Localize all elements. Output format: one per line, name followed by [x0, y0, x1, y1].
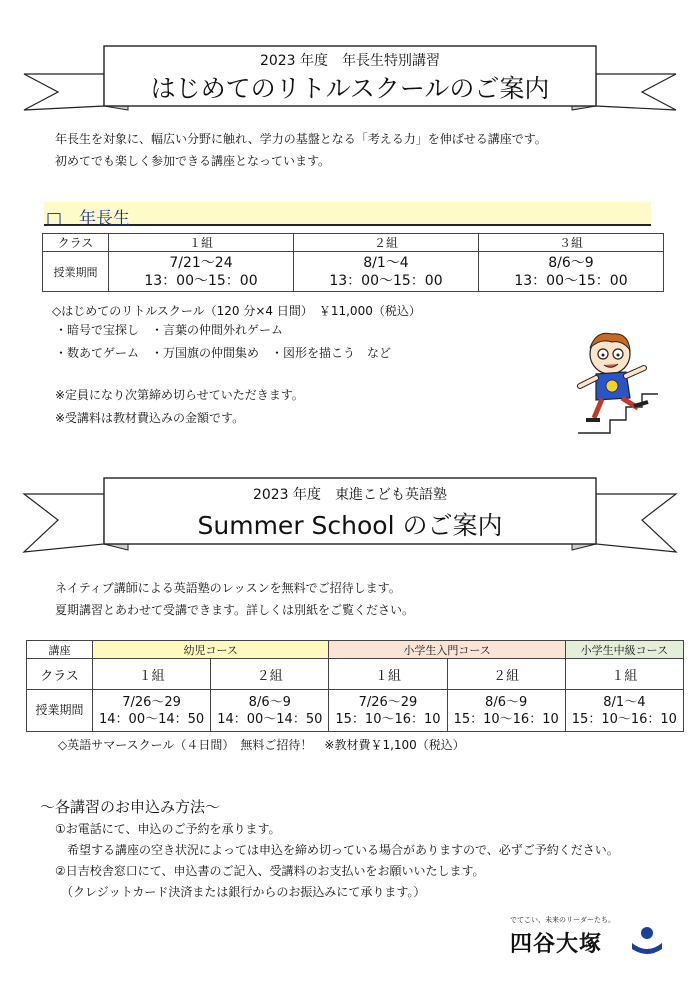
list-item: ②日吉校舎窓口にて、申込書のご記入、受講料のお支払いをお願いいたします。	[55, 864, 485, 878]
course-header-kids: 幼児コース	[93, 641, 329, 659]
note-item: ※定員になり次第締め切らせていただきます。	[55, 388, 304, 402]
course-header-elementary-intro: 小学生入門コース	[329, 641, 565, 659]
row-label: クラス	[27, 659, 93, 690]
period-cell: 8/6～9 14：00～14：50	[211, 690, 329, 732]
row-label: 授業期間	[43, 252, 109, 292]
period-cell: 8/1～4 13：00～15：00	[294, 252, 479, 292]
period-cell: 8/6～9 13：00～15：00	[479, 252, 664, 292]
ribbon-banner-2	[0, 474, 700, 560]
list-item: 希望する講座の空き状況によっては申込を締め切っている場合がありますので、必ずご予約ください。	[55, 843, 619, 857]
header-cell: ２組	[294, 234, 479, 252]
intro-text-2: ネイティブ講師による英語塾のレッスンを無料でご招待します。 夏期講習とあわせて受講できます。詳しくは別紙をご覧ください。	[55, 581, 415, 617]
period-cell: 8/6～9 15：10～16：10	[447, 690, 565, 732]
activity-list	[55, 319, 391, 365]
course-price-line: ◇英語サマースクール（４日間） 無料ご招待！ ※教材費￥1,100（税込）	[58, 738, 465, 752]
section-heading-label: □ 年長生	[46, 209, 131, 229]
ribbon-title: Summer School のご案内	[197, 511, 503, 540]
note-item: ※受講料は教材費込みの金額です。	[55, 411, 245, 425]
ribbon-banner-1	[0, 38, 700, 118]
logo-name: 四谷大塚	[510, 932, 603, 957]
class-cell: １組	[565, 659, 683, 690]
intro-text-1: 年長生を対象に、幅広い分野に触れ、学力の基盤となる「考える力」を伸ばせる講座です。 初めてでも楽しく参加できる講座となっています。	[55, 132, 547, 168]
logo-mark-icon	[630, 925, 664, 955]
logo-tagline: でてこい、未来のリーダーたち。	[510, 916, 615, 924]
class-cell: ２組	[447, 659, 565, 690]
list-item: （クレジットカード決済または銀行からのお振込みにて承ります。）	[55, 885, 426, 899]
class-cell: １組	[329, 659, 447, 690]
kindergarten-schedule-table	[42, 233, 664, 292]
period-cell: 7/26～29 15：10～16：10	[329, 690, 447, 732]
table-row	[43, 252, 664, 292]
header-cell: ３組	[479, 234, 664, 252]
application-steps	[55, 819, 619, 903]
row-label: 授業期間	[27, 690, 93, 732]
ribbon-title: はじめてのリトルスクールのご案内	[150, 74, 550, 103]
notes	[55, 384, 304, 430]
period-cell: 7/26～29 14：00～14：50	[93, 690, 211, 732]
class-cell: ２組	[211, 659, 329, 690]
list-item: ・暗号で宝探し ・言葉の仲間外れゲーム	[55, 323, 284, 337]
list-item: ①お電話にて、申込のご予約を承ります。	[55, 822, 281, 836]
table-row	[27, 690, 684, 732]
table-row	[27, 641, 684, 659]
ribbon-subtitle: 2023 年度 東進こども英語塾	[252, 487, 448, 503]
english-school-schedule-table	[26, 640, 684, 732]
table-row	[27, 659, 684, 690]
course-price-line: ◇はじめてのリトルスクール（120 分×4 日間） ￥11,000（税込）	[52, 304, 421, 318]
course-header-elementary-mid: 小学生中級コース	[565, 641, 683, 659]
class-cell: １組	[93, 659, 211, 690]
yotsuya-otsuka-logo	[508, 915, 668, 960]
ribbon-subtitle: 2023 年度 年長生特別講習	[259, 53, 441, 69]
period-cell: 7/21～24 13：00～15：00	[109, 252, 294, 292]
table-header-row	[43, 234, 664, 252]
row-label: 講座	[27, 641, 93, 659]
section-heading	[44, 202, 651, 229]
header-cell: １組	[109, 234, 294, 252]
period-cell: 8/1～4 15：10～16：10	[565, 690, 683, 732]
list-item: ・数あてゲーム ・万国旗の仲間集め ・図形を描こう など	[55, 346, 392, 360]
mascot-boy-illustration	[572, 328, 672, 436]
application-title: ～各講習のお申込み方法～	[40, 798, 221, 816]
header-cell: クラス	[43, 234, 109, 252]
